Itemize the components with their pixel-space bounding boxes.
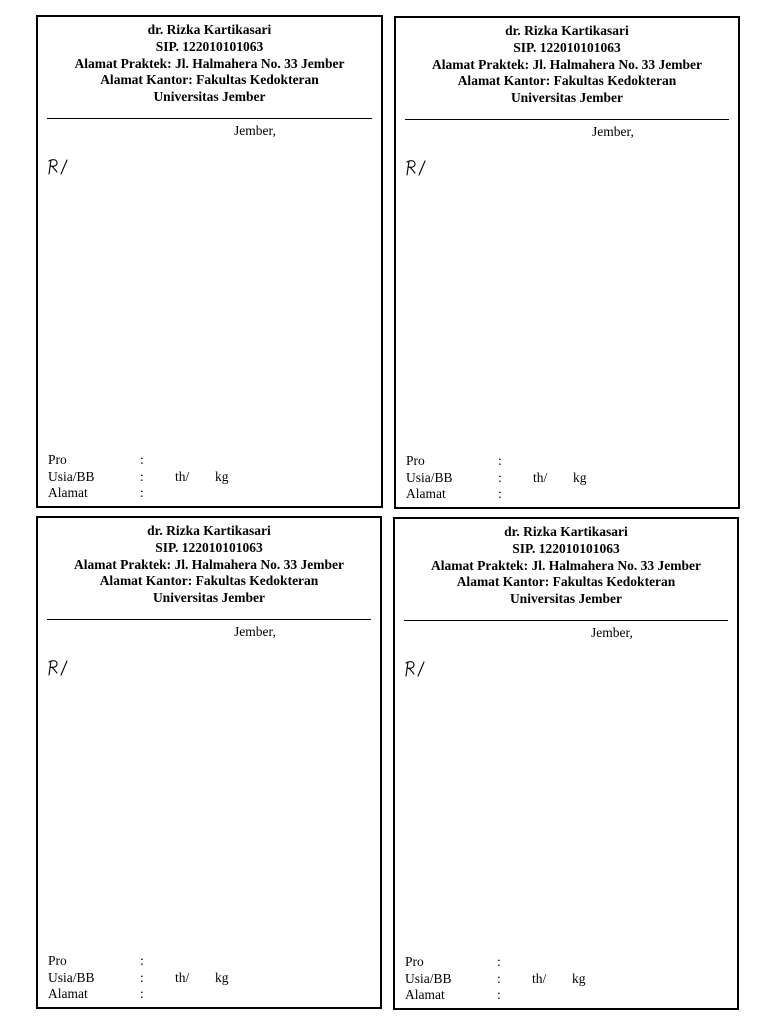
practice-address: Alamat Praktek: Jl. Halmahera No. 33 Jember	[74, 55, 345, 71]
office-address: Alamat Kantor: Fakultas Kedokteran	[100, 72, 319, 88]
header-divider	[47, 118, 372, 119]
doctor-name: dr. Rizka Kartikasari	[147, 523, 271, 538]
sip-number: SIP. 122010101063	[512, 540, 620, 556]
age-weight-label: Usia/BB	[48, 468, 95, 484]
header-divider	[405, 119, 729, 120]
age-weight-label: Usia/BB	[406, 469, 453, 485]
age-unit: th/	[175, 969, 190, 985]
rx-symbol-icon	[46, 658, 70, 678]
office-address: Alamat Kantor: Fakultas Kedokteran	[456, 574, 676, 590]
doctor-name: dr. Rizka Kartikasari	[147, 22, 272, 37]
address-label: Alamat	[48, 485, 88, 501]
doctor-letterhead	[395, 524, 737, 608]
weight-unit: kg	[573, 469, 587, 485]
age-unit: th/	[533, 469, 548, 485]
office-institution: Universitas Jember	[153, 89, 266, 105]
patient-label: Pro	[406, 453, 425, 468]
colon: :	[497, 987, 501, 1003]
colon: :	[497, 970, 501, 986]
weight-unit: kg	[215, 969, 229, 985]
prescription-card	[36, 15, 383, 508]
colon: :	[140, 953, 144, 968]
address-label: Alamat	[405, 987, 445, 1003]
practice-address: Alamat Praktek: Jl. Halmahera No. 33 Jember	[431, 557, 701, 573]
patient-label: Pro	[48, 452, 67, 467]
address-label: Alamat	[48, 986, 88, 1002]
colon: :	[497, 954, 501, 969]
colon: :	[140, 969, 144, 985]
date-label: Jember,	[234, 624, 276, 639]
prescription-card	[393, 517, 739, 1010]
practice-address: Alamat Praktek: Jl. Halmahera No. 33 Jember	[74, 556, 344, 572]
colon: :	[498, 453, 502, 468]
colon: :	[498, 486, 502, 502]
date-label: Jember,	[591, 625, 633, 640]
date-label: Jember,	[592, 124, 634, 139]
sip-number: SIP. 122010101063	[155, 38, 264, 54]
date-label: Jember,	[234, 123, 276, 138]
patient-label: Pro	[48, 953, 67, 968]
doctor-letterhead	[38, 523, 380, 607]
address-label: Alamat	[406, 486, 446, 502]
age-unit: th/	[175, 468, 190, 484]
colon: :	[140, 468, 144, 484]
doctor-letterhead	[38, 22, 381, 106]
sip-number: SIP. 122010101063	[513, 39, 621, 55]
office-address: Alamat Kantor: Fakultas Kedokteran	[99, 573, 319, 589]
weight-unit: kg	[215, 468, 229, 484]
age-weight-label: Usia/BB	[405, 970, 452, 986]
header-divider	[404, 620, 728, 621]
doctor-name: dr. Rizka Kartikasari	[504, 524, 628, 539]
office-institution: Universitas Jember	[152, 590, 266, 606]
sip-number: SIP. 122010101063	[155, 539, 263, 555]
weight-unit: kg	[572, 970, 586, 986]
colon: :	[140, 986, 144, 1002]
rx-symbol-icon	[404, 158, 428, 178]
prescription-card	[36, 516, 382, 1009]
rx-symbol-icon	[46, 157, 70, 177]
colon: :	[498, 469, 502, 485]
colon: :	[140, 485, 144, 501]
prescription-card	[394, 16, 740, 509]
rx-symbol-icon	[403, 659, 427, 679]
age-unit: th/	[532, 970, 547, 986]
age-weight-label: Usia/BB	[48, 969, 95, 985]
office-institution: Universitas Jember	[510, 90, 624, 106]
patient-label: Pro	[405, 954, 424, 969]
office-institution: Universitas Jember	[509, 591, 623, 607]
doctor-name: dr. Rizka Kartikasari	[505, 23, 629, 38]
header-divider	[47, 619, 371, 620]
doctor-letterhead	[396, 23, 738, 107]
practice-address: Alamat Praktek: Jl. Halmahera No. 33 Jember	[432, 56, 702, 72]
colon: :	[140, 452, 144, 467]
office-address: Alamat Kantor: Fakultas Kedokteran	[457, 73, 677, 89]
